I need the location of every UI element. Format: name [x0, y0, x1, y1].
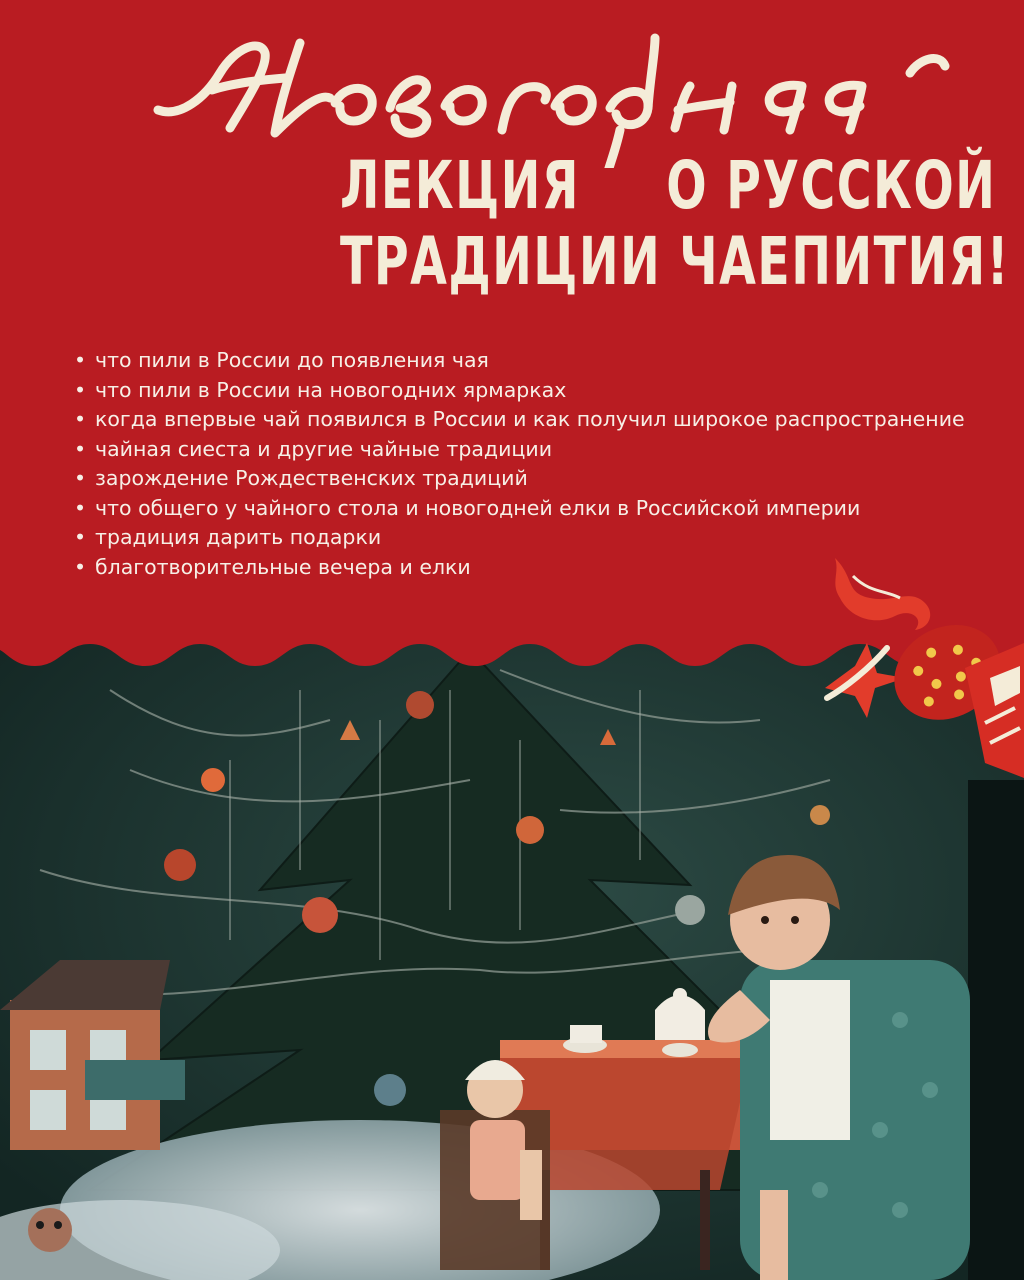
script-lettering-icon — [150, 18, 950, 168]
topic-text: традиция дарить подарки — [95, 525, 382, 549]
headline-word-lecture: ЛЕКЦИЯ — [340, 147, 580, 224]
bullet: • — [74, 495, 87, 520]
headline-line-1 — [340, 147, 997, 224]
topic-text: что пили в России до появления чая — [95, 348, 489, 372]
bullet: • — [74, 407, 87, 431]
topic-text: чайная сиеста и другие чайные традиции — [95, 436, 553, 461]
list-item — [74, 435, 974, 465]
topic-text: что общего у чайного стола и новогодней елки в Российской империи — [95, 495, 861, 520]
bullet: • — [74, 377, 87, 402]
topic-text: благотворительные вечера и елки — [95, 554, 471, 579]
bullet: • — [74, 525, 87, 549]
topic-text: когда впервые чай появился в России и как получил широкое распространение — [95, 407, 965, 431]
script-title — [150, 18, 950, 168]
headline — [340, 147, 1010, 300]
headline-word-russian: О РУССКОЙ — [666, 147, 997, 224]
list-item — [74, 405, 974, 435]
topics-list — [74, 346, 974, 582]
headline-line-2: ТРАДИЦИИ ЧАЕПИТИЯ! — [340, 223, 1010, 300]
list-item — [74, 494, 974, 524]
topic-text: зарождение Рождественских традиций — [95, 466, 528, 490]
list-item — [74, 464, 974, 494]
bullet: • — [74, 348, 87, 372]
bullet: • — [74, 554, 87, 579]
firecracker-ornament-icon — [815, 548, 1024, 778]
list-item — [74, 346, 974, 376]
topic-text: что пили в России на новогодних ярмарках — [95, 377, 567, 402]
bullet: • — [74, 436, 87, 461]
bullet: • — [74, 466, 87, 490]
list-item — [74, 376, 974, 406]
